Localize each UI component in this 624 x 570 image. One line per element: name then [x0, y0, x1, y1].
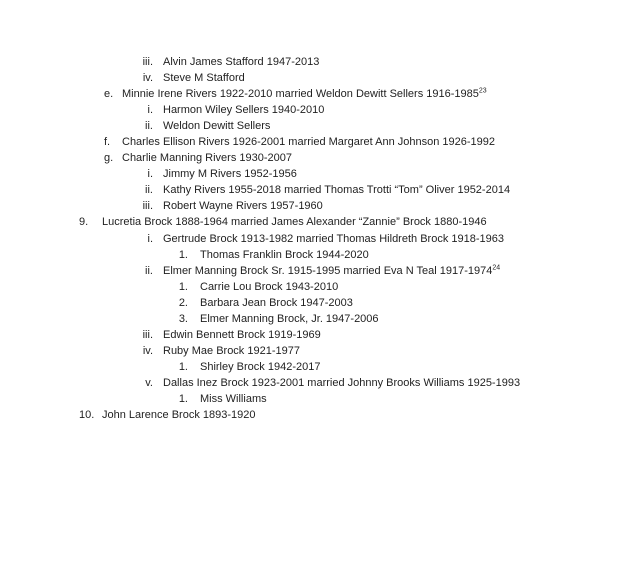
list-item	[0, 391, 624, 407]
list-item	[0, 375, 624, 391]
list-item	[0, 70, 624, 86]
list-item	[0, 231, 624, 247]
list-marker: 9.	[79, 216, 89, 229]
list-marker: ii.	[145, 264, 153, 277]
list-item-text: Lucretia Brock 1888-1964 married James Alexander “Zannie” Brock 1880-1946	[102, 216, 487, 229]
list-item-text: Kathy Rivers 1955-2018 married Thomas Trotti “Tom” Oliver 1952-2014	[163, 184, 511, 197]
list-marker: 3.	[178, 312, 188, 325]
list-item	[0, 198, 624, 214]
list-item	[0, 359, 624, 375]
list-item	[0, 102, 624, 118]
list-item-text: Carrie Lou Brock 1943-2010	[200, 280, 339, 293]
list-marker: iii.	[142, 56, 153, 68]
list-marker: v.	[145, 376, 153, 389]
list-item-text: Robert Wayne Rivers 1957-1960	[163, 200, 323, 213]
list-item-text: Jimmy M Rivers 1952-1956	[163, 168, 297, 181]
list-item	[0, 150, 624, 166]
list-item-text: Weldon Dewitt Sellers	[163, 120, 271, 133]
list-item-text: Elmer Manning Brock Sr. 1915-1995 married Eva N Teal 1917-1974	[163, 264, 493, 277]
list-item	[0, 86, 624, 102]
list-marker: iii.	[142, 328, 153, 341]
list-item	[0, 327, 624, 343]
list-item	[0, 247, 624, 263]
list-marker: i.	[147, 104, 153, 117]
list-marker: 1.	[178, 248, 188, 261]
list-marker: i.	[147, 232, 153, 245]
footnote-ref: 23	[478, 87, 487, 95]
list-item-text: Gertrude Brock 1913-1982 married Thomas Hildreth Brock 1918-1963	[163, 232, 504, 245]
list-marker: ii.	[145, 184, 153, 197]
list-marker: e.	[104, 88, 114, 101]
list-item	[0, 54, 624, 70]
list-marker: iv.	[142, 344, 153, 357]
list-marker: 1.	[178, 360, 188, 373]
list-item	[0, 263, 624, 279]
list-item-text: John Larence Brock 1893-1920	[102, 409, 256, 422]
list-item-text: Barbara Jean Brock 1947-2003	[200, 296, 353, 309]
list-item-text: Ruby Mae Brock 1921-1977	[163, 344, 300, 357]
list-marker: iv.	[142, 72, 153, 85]
list-item-text: Thomas Franklin Brock 1944-2020	[200, 248, 369, 261]
list-item	[0, 134, 624, 150]
list-item-text: Edwin Bennett Brock 1919-1969	[163, 328, 321, 341]
list-item-text: Miss Williams	[200, 392, 267, 405]
list-item-text: Alvin James Stafford 1947-2013	[163, 56, 320, 68]
list-item-text: Charles Ellison Rivers 1926-2001 married Margaret Ann Johnson 1926-1992	[122, 136, 495, 149]
list-item	[0, 343, 624, 359]
list-marker: f.	[104, 136, 111, 149]
list-item-text: Elmer Manning Brock, Jr. 1947-2006	[200, 312, 379, 325]
list-marker: 2.	[178, 296, 188, 309]
list-item-text: Dallas Inez Brock 1923-2001 married Johnny Brooks Williams 1925-1993	[163, 376, 521, 389]
list-marker: iii.	[142, 200, 153, 213]
list-item	[0, 182, 624, 198]
list-item	[0, 118, 624, 134]
list-item	[0, 214, 624, 230]
list-item-text: Steve M Stafford	[163, 72, 245, 85]
list-item-text: Charlie Manning Rivers 1930-2007	[122, 152, 292, 165]
list-item-text: Harmon Wiley Sellers 1940-2010	[163, 104, 325, 117]
list-item	[0, 407, 624, 423]
list-marker: 1.	[178, 392, 188, 405]
footnote-ref: 24	[492, 263, 501, 271]
list-item	[0, 279, 624, 295]
list-marker: 1.	[178, 280, 188, 293]
list-item	[0, 166, 624, 182]
list-marker: ii.	[145, 120, 153, 133]
list-item-text: Shirley Brock 1942-2017	[200, 360, 321, 373]
list-marker: i.	[147, 168, 153, 181]
list-item	[0, 295, 624, 311]
list-marker: g.	[104, 152, 114, 165]
list-marker: 10.	[79, 409, 95, 422]
list-item-text: Minnie Irene Rivers 1922-2010 married Weldon Dewitt Sellers 1916-1985	[122, 88, 479, 101]
list-item	[0, 311, 624, 327]
